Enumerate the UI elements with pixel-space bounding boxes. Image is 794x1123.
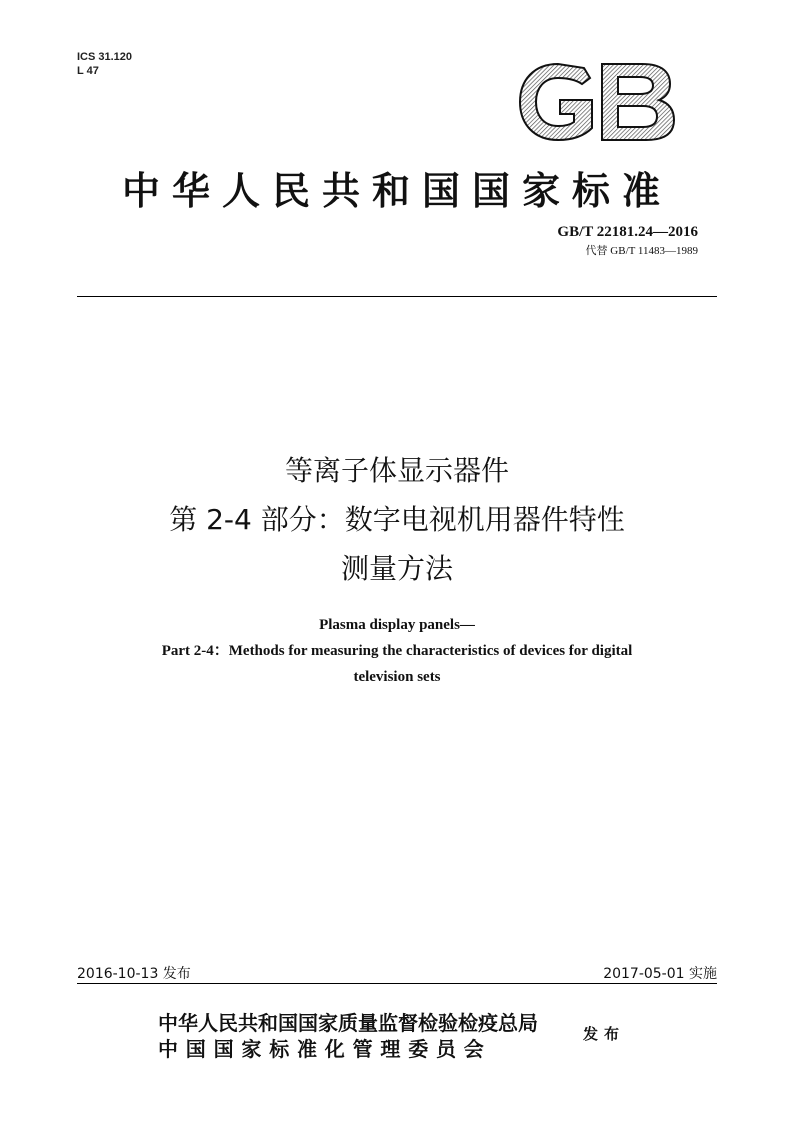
issuer-aqsiq: 中华人民共和国国家质量监督检验检疫总局 [158,1011,538,1035]
english-title [40,612,754,690]
gb-logo-graphic [516,60,678,144]
footer-divider [77,983,717,984]
chinese-title-line-3: 测量方法 [340,552,453,585]
standard-number: GB/T 22181.24—2016 [557,224,698,240]
national-standard-heading: 中华人民共和国国家标准 [121,168,672,213]
implementation-date: 2017-05-01 实施 [603,966,717,982]
publish-label: 发布 [583,1025,626,1043]
english-title-line-1: Plasma display panels— [319,617,475,633]
chinese-title-line-1: 等离子体显示器件 [284,454,509,487]
replaces-standard: 代替 GB/T 11483—1989 [585,245,698,257]
standard-number-block [557,224,698,258]
issue-date: 2016-10-13 发布 [77,966,191,982]
ccs-code: L 47 [77,65,99,77]
issuer-sac: 中国国家标准化管理委员会 [158,1037,492,1061]
chinese-title-line-2: 第 2-4 部分：数字电视机用器件特性 [169,503,625,536]
ics-code: ICS 31.120 [77,51,133,63]
classification-codes [77,50,132,78]
chinese-title [40,446,754,593]
issuing-authorities [158,1010,538,1062]
header-divider [77,296,717,297]
english-title-line-3: television sets [353,669,441,685]
english-title-line-2: Part 2-4：Methods for measuring the characteristics of devices for digital [161,643,633,659]
gb-logo [516,60,678,144]
